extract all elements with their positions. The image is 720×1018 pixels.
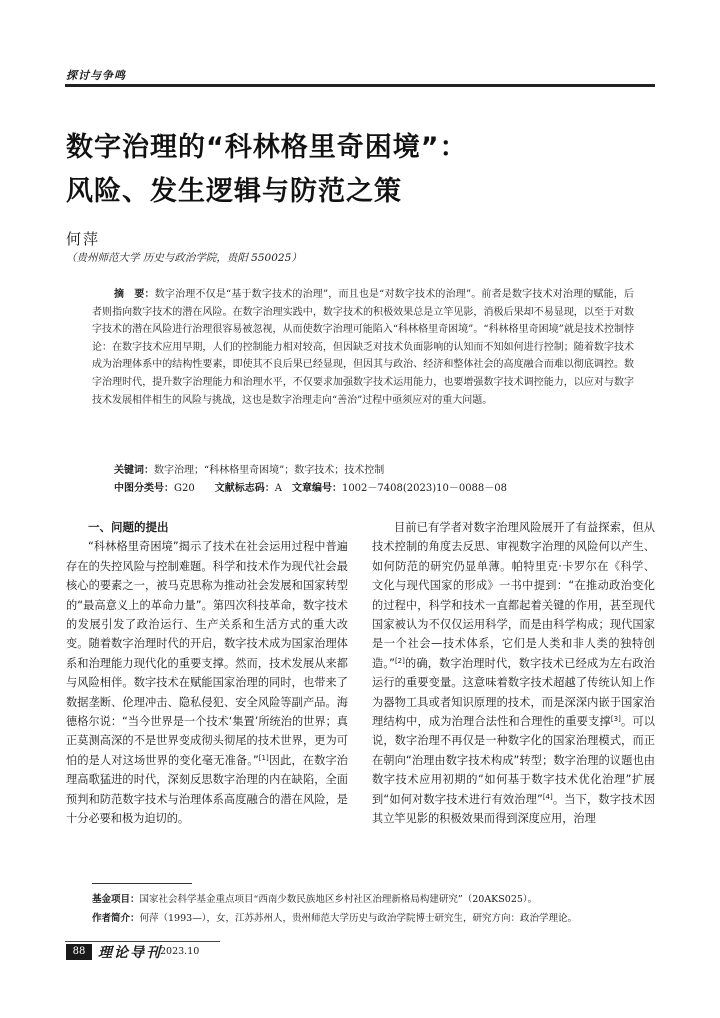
author-bio-line: [92, 909, 662, 928]
author-affiliation: （贵州师范大学 历史与政治学院，贵阳 550025）: [66, 252, 302, 264]
title-line-1: 数字治理的“科林格里奇困境”：: [66, 132, 468, 163]
reference-marker: [2]: [394, 656, 405, 665]
footnote: [92, 890, 662, 928]
footnote-rule: [92, 883, 192, 884]
clc-label: 中图分类号：: [114, 483, 174, 494]
body-paragraph: [66, 537, 348, 828]
body-text: 因此，在数字治理高歌猛进的时代，深刻反思数字治理的内在缺陷，全面预判和防范数字技术与治理体系高度融合的潜在风险，是十分必要和极为迫切的。: [66, 753, 348, 826]
journal-name: 理论导刊: [98, 945, 162, 961]
article-number-label: 文章编号：: [291, 483, 342, 494]
doc-code-label: 文献标志码：: [214, 483, 275, 494]
reference-marker: [4]: [542, 792, 553, 801]
issue-number: 2023.10: [160, 946, 200, 957]
body-text: 。当下，数字技术因其立竿见影的积极效果而得到深度应用，治理: [372, 792, 655, 826]
page-number: 88: [66, 944, 92, 960]
body-text: 的确，数字治理时代，数字技术已经成为左右政治运行的重要变量。这意味着数字技术超越了传统认知上作为器物工具或者知识原理的技术，而是深深内嵌于国家治理结构中，成为治理合法性和合理性的重要支撑: [372, 656, 655, 729]
fund-text: 国家社会科学基金重点项目“西南少数民族地区乡村社区治理新格局构建研究”（20AKS025）。: [139, 894, 538, 905]
body-column-left: [66, 518, 348, 829]
fund-label: 基金项目：: [92, 894, 140, 905]
header-rule: [65, 84, 655, 87]
abstract-label: 摘 要：: [114, 289, 155, 300]
author-name: 何萍: [66, 230, 101, 248]
keywords: [114, 463, 384, 479]
article-title: [66, 126, 666, 214]
body-text: “科林格里奇困境”揭示了技术在社会运用过程中普遍存在的失控风险与控制难题。科学和技术作为现代社会最核心的要素之一，被马克思称为推动社会发展和国家转型的“最高意义上的革命力量”。第四次科技革命，数字技术的发展引发了政治运行、生产关系和生活方式的重大改变。随着数字治理时代的开启，数字技术成为国家治理体系和治理能力现代化的重要支撑。然而，技术发展从来都与风险相伴。数字技术在赋能国家治理的同时，也带来了数据垄断、伦理冲击、隐私侵犯、安全风险等副产品。海德格尔说：“当今世界是一个技术‘集置’所统治的世界；真正莫测高深的不是世界变成彻头彻尾的技术世界，更为可怕的是人对这场世界的变化毫无准备。”: [66, 540, 348, 767]
column-tag: 探讨与争鸣: [66, 69, 126, 82]
keywords-text: 数字治理；“科林格里奇困境”；数字技术；技术控制: [154, 465, 385, 476]
abstract-text: 数字治理不仅是“基于数字技术的治理”，而且也是“对数字技术的治理”。前者是数字技术对治理的赋能，后者则指向数字技术的潜在风险。在数字治理实践中，数字技术的积极效果总是立竿见影，消极后果却不易显现，以至于对数字技术的潜在风险进行治理很容易被忽视，从而使数字治理可能陷入“科林格里奇困境”。“科林格里奇困境”就是技术控制悖论：在数字技术应用早期，人们的控制能力相对较高，但因缺乏对技术负面影响的认知而不知如何进行控制；随着数字技术成为治理体系中的结构性要素，即使其不良后果已经显现，但因其与政治、经济和整体社会的高度融合而难以彻底调控。数字治理时代，提升数字治理能力和治理水平，不仅要求加强数字技术运用能力，也要增强数字技术调控能力，以应对与数字技术发展相伴相生的风险与挑战，这也是数字治理走向“善治”过程中亟须应对的重大问题。: [92, 289, 634, 406]
body-text: 。可以说，数字治理不再仅是一种数字化的国家治理模式，而正在朝向“治理由数字技术构成”转型；数字治理的议题也由数字技术应用初期的“如何基于数字技术优化治理”扩展到“如何对数字技术进行有效治理”: [372, 715, 655, 806]
reference-marker: [3]: [610, 715, 621, 724]
title-line-2: 风险、发生逻辑与防范之策: [66, 176, 402, 207]
doc-code-value: A: [274, 483, 282, 494]
keywords-label: 关键词：: [114, 465, 154, 476]
author-bio-text: 何萍（1993—），女，江苏苏州人，贵州师范大学历史与政治学院博士研究生，研究方向：政治学理论。: [139, 913, 577, 924]
author-bio-label: 作者简介：: [92, 913, 140, 924]
reference-marker: [1]: [258, 753, 269, 762]
article-number-value: 1002－7408(2023)10－0088－08: [341, 483, 508, 494]
body-paragraph: [372, 518, 655, 829]
abstract: [92, 286, 634, 409]
classification-line: [114, 481, 507, 497]
section-heading: 一、问题的提出: [88, 520, 169, 534]
fund-line: [92, 890, 662, 909]
body-text: 目前已有学者对数字治理风险展开了有益探索，但从技术控制的角度去反思、审视数字治理的风险何以产生、如何防范的研究仍显单薄。帕特里克·卡罗尔在《科学、文化与现代国家的形成》一书中提到：“在推动政治变化的过程中，科学和技术一直都起着关键的作用，甚至现代国家被认为不仅仅运用科学，而是由科学构成；现代国家是一个社会—技术体系，它们是人类和非人类的独特创造。”: [372, 521, 655, 670]
body-column-right: [372, 518, 655, 829]
clc-value: G20: [174, 483, 195, 494]
